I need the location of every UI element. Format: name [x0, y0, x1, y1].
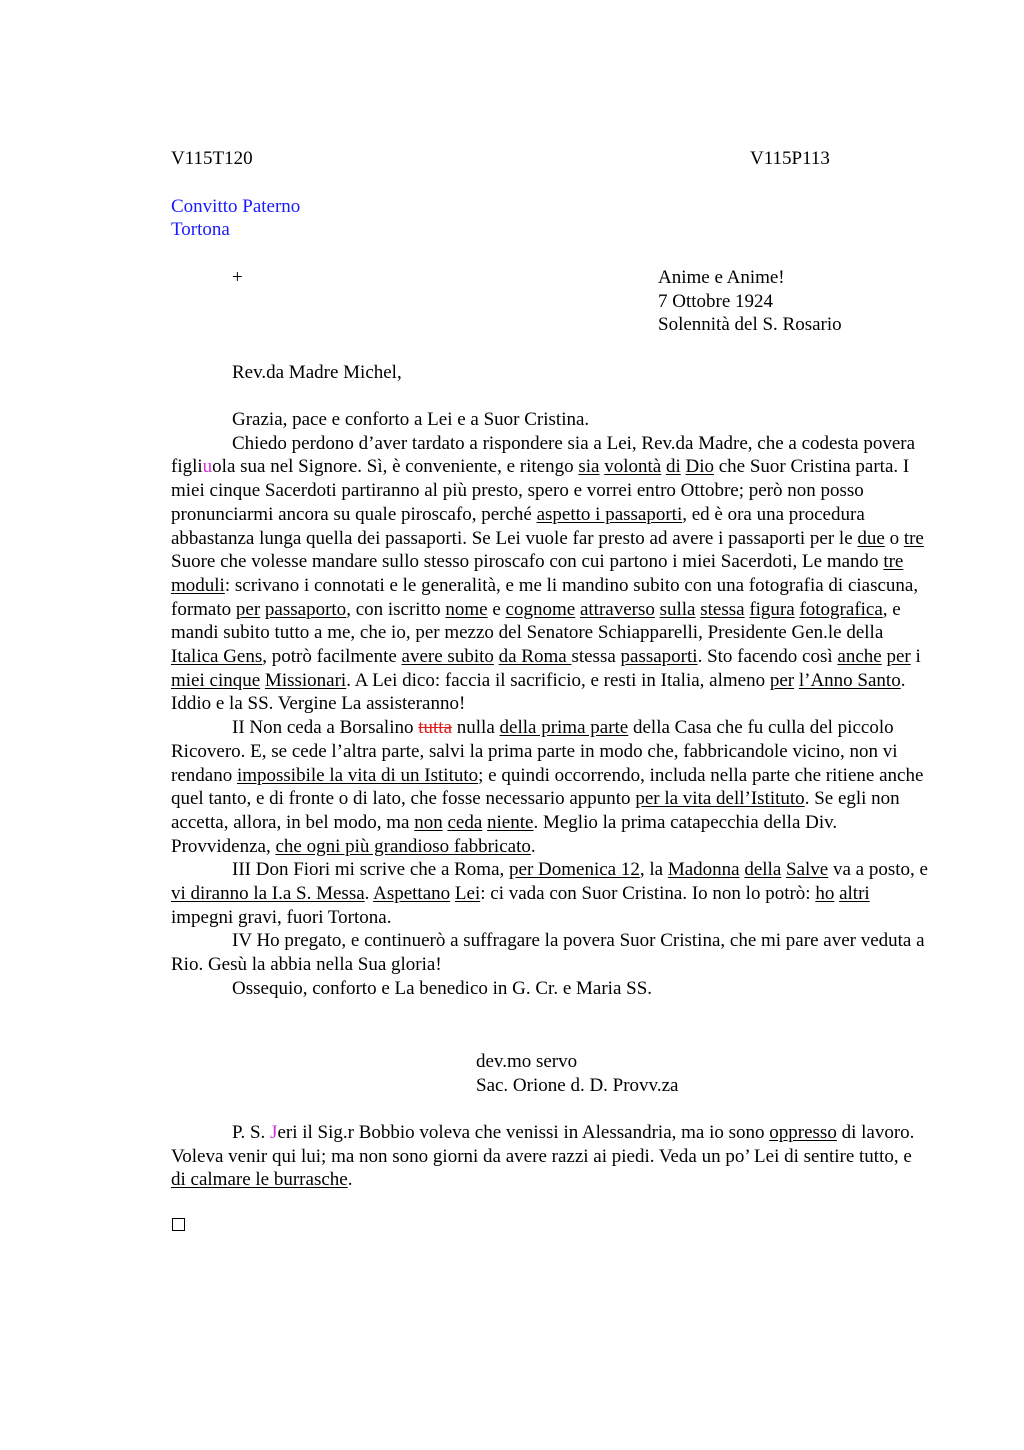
cross-mark: +	[232, 267, 243, 288]
dateline-feast: Solennità del S. Rosario	[658, 314, 842, 336]
paragraph-2: II Non ceda a Borsalino tutta nulla della prima parte della Casa che fu culla del piccolo Ricovero. E, se cede l’altra parte, salvi la prima parte in modo che, fabbricandole vicino, non vi rendano impossibile la vita di un Istituto; e quindi occorrendo, includa nella parte che ritiene anche quel tanto, e di fronte o di lato, che fosse necessario appunto per la vita dell’Istituto. Se egli non accetta, allora, in bel modo, ma non ceda niente. Meglio la prima catapecchia della Div. Provvidenza, che ogni più grandioso fabbricato.	[171, 717, 924, 857]
signature-line-2: Sac. Orione d. D. Provv.za	[476, 1074, 679, 1096]
paragraph-4: IV Ho pregato, e continuerò a suffragare la povera Suor Cristina, che mi pare aver veduta a Rio. Gesù la abbia nella Sua gloria!	[171, 930, 925, 976]
paragraph-1: Chiedo perdono d’aver tardato a rispondere sia a Lei, Rev.da Madre, che a codesta povera figliuola sua nel Signore. Sì, è conveniente, e ritengo sia volontà di Dio che Suor Cristina parta. I miei cinque Sacerdoti partiranno al più presto, spero e vorrei entro Ottobre; però non posso pronunciarmi ancora su quale piroscafo, perché aspetto i passaporti, ed è ora una procedura abbastanza lunga quella dei passaporti. Se Lei vuole far presto ad avere i passaporti per le due o tre Suore che volesse mandare sullo stesso piroscafo con cui partono i miei Sacerdoti, Le mando tre moduli: scrivano i connotati e le generalità, e me li mandino subito con una fotografia di ciascuna, formato per passaporto, con iscritto nome e cognome attraverso sulla stessa figura fotografica, e mandi subito tutto a me, che io, per mezzo del Senatore Schiapparelli, Presidente Gen.le della Italica Gens, potrò facilmente avere subito da Roma stessa passaporti. Sto facendo così anche per i miei cinque Missionari. A Lei dico: faccia il sacrificio, e resti in Italia, almeno per l’Anno Santo. Iddio e la SS. Vergine La assisteranno!	[171, 432, 924, 715]
postscript: P. S. Jeri il Sig.r Bobbio voleva che venissi in Alessandria, ma io sono oppresso di lavoro. Voleva venir qui lui; ma non sono giorni da avere razzi ai piedi. Veda un po’ Lei di sentire tutto, e di calmare le burrasche.	[171, 1122, 915, 1191]
dateline-date: 7 Ottobre 1924	[658, 290, 774, 312]
origin-line-2: Tortona	[171, 219, 230, 240]
left-archive-code: V115T120	[171, 148, 253, 169]
signature-line-1: dev.mo servo	[476, 1051, 578, 1072]
closing-line: Ossequio, conforto e La benedico in G. Cr. e Maria SS.	[232, 977, 653, 999]
salutation: Rev.da Madre Michel,	[232, 362, 402, 383]
right-archive-code: V115P113	[750, 148, 830, 169]
correction-letter-ps: J	[270, 1122, 278, 1143]
origin-line-1: Convitto Paterno	[171, 196, 301, 217]
deleted-word: tutta	[418, 717, 453, 739]
correction-letter: u	[202, 456, 213, 478]
empty-checkbox-mark	[172, 1218, 185, 1231]
dateline-motto: Anime e Anime!	[658, 267, 785, 288]
greeting-line: Grazia, pace e conforto a Lei e a Suor Cristina.	[232, 409, 590, 430]
letter-body	[171, 408, 931, 1001]
paragraph-3: III Don Fiori mi scrive che a Roma, per Domenica 12, la Madonna della Salve va a posto, e vi diranno la I.a S. Messa. Aspettano Lei: ci vada con Suor Cristina. Io non lo potrò: ho altri impegni gravi, fuori Tortona.	[171, 859, 928, 928]
